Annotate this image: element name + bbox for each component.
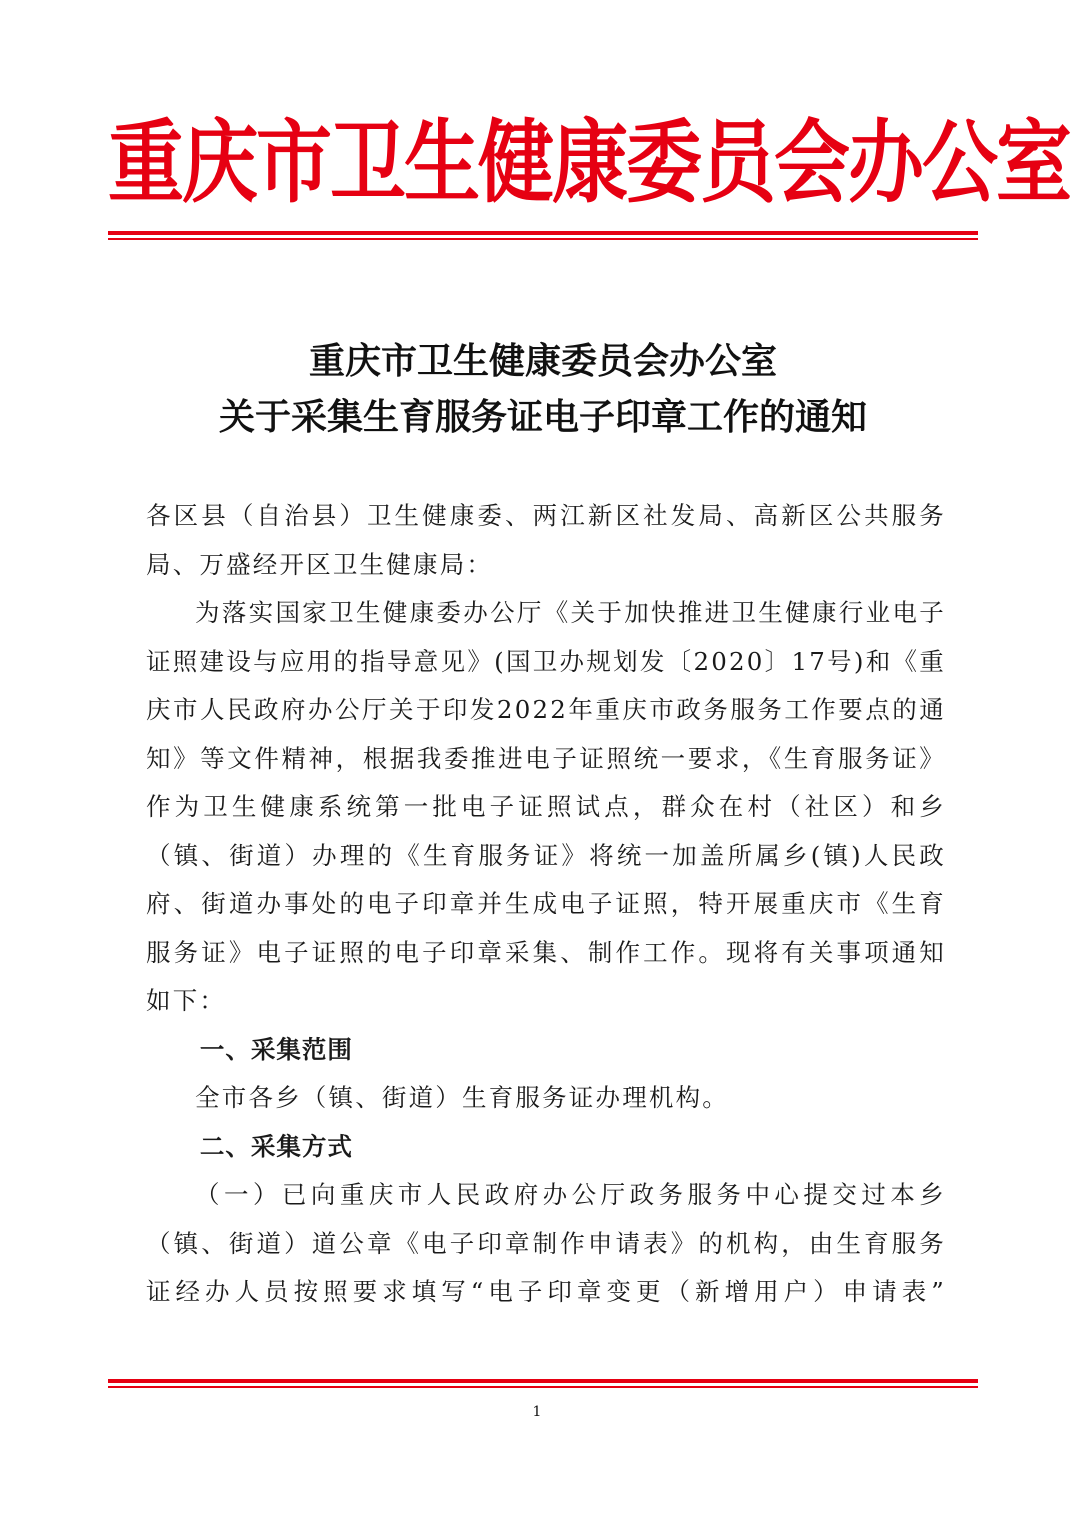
- section1-text: 全市各乡（镇、街道）生育服务证办理机构。: [195, 1083, 729, 1112]
- rule-thick-line: [108, 1379, 978, 1383]
- footer-red-rule: [108, 1379, 978, 1388]
- section1-heading: 一、采集范围: [199, 1034, 353, 1064]
- document-body: [146, 492, 946, 1317]
- rule-thick-line: [108, 231, 978, 235]
- masthead-org-name: 重庆市卫生健康委员会办公室: [108, 109, 1070, 215]
- section2-heading: 二、采集方式: [199, 1131, 353, 1161]
- masthead-red-rule: [108, 231, 978, 240]
- document-title-line1: 重庆市卫生健康委员会办公室: [308, 340, 777, 382]
- rule-thin-line: [108, 1386, 978, 1388]
- intro-paragraph: 为落实国家卫生健康委办公厅《关于加快推进卫生健康行业电子证照建设与应用的指导意见》(国卫办规划发〔2020〕17号)和《重庆市人民政府办公厅关于印发2022年重庆市政务服务工作要点的通知》等文件精神，根据我委推进电子证照统一要求，《生育服务证》作为卫生健康系统第一批电子证照试点，群众在村（社区）和乡（镇、街道）办理的《生育服务证》将统一加盖所属乡(镇)人民政府、街道办事处的电子印章并生成电子证照，特开展重庆市《生育服务证》电子证照的电子印章采集、制作工作。现将有关事项通知如下：: [146, 598, 946, 1015]
- document-title-line2: 关于采集生育服务证电子印章工作的通知: [218, 396, 867, 438]
- page-number: 1: [532, 1404, 542, 1420]
- rule-thin-line: [108, 238, 978, 240]
- section2-text: （一）已向重庆市人民政府办公厅政务服务中心提交过本乡（镇、街道）道公章《电子印章制作申请表》的机构，由生育服务证经办人员按照要求填写“电子印章变更（新增用户）申请表”: [146, 1180, 946, 1306]
- salutation: 各区县（自治县）卫生健康委、两江新区社发局、高新区公共服务局、万盛经开区卫生健康局：: [146, 501, 946, 579]
